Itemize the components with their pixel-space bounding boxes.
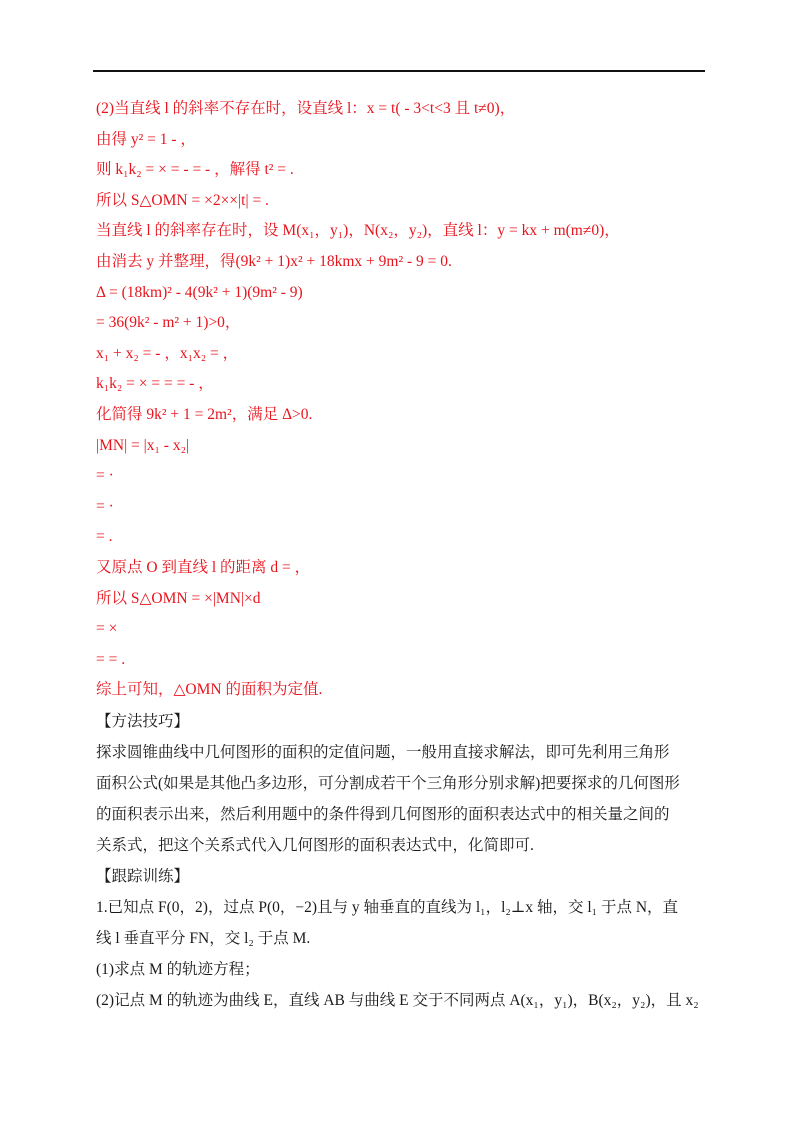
method-line: 面积公式(如果是其他凸多边形，可分割成若干个三角形分别求解)把要探求的几何图形: [96, 774, 680, 792]
solution-line: = .: [96, 528, 113, 546]
solution-line: x₁ + x₂ = - ，x₁x₂ = ，: [96, 344, 239, 362]
solution-block: [96, 94, 708, 706]
solution-line: 当直线 l 的斜率存在时，设 M(x₁，y₁)，N(x₂，y₂)，直线 l：y = kx + m(m≠0)，: [96, 222, 620, 240]
solution-line: = ×: [96, 620, 118, 638]
method-section: [96, 706, 708, 861]
solution-line: 所以 S△OMN = ×2××|t| = .: [96, 191, 269, 209]
practice-line: 线 l 垂直平分 FN，交 l₂ 于点 M.: [96, 929, 311, 947]
practice-line: (1)求点 M 的轨迹方程；: [96, 960, 260, 978]
practice-section: [96, 861, 708, 1016]
solution-line: |MN| = |x₁ - x₂|: [96, 436, 190, 454]
solution-conclusion: 综上可知，△OMN 的面积为定值.: [96, 681, 323, 699]
method-heading: 【方法技巧】: [96, 712, 190, 730]
solution-line: 由得 y² = 1 - ，: [96, 130, 196, 148]
solution-line: Δ = (18km)² - 4(9k² + 1)(9m² - 9): [96, 283, 303, 301]
solution-line: = = .: [96, 650, 126, 668]
practice-line: (2)记点 M 的轨迹为曲线 E，直线 AB 与曲线 E 交于不同两点 A(x₁，y₁)，B(x₂，y₂)，且 x₂: [96, 991, 699, 1009]
solution-line: k₁k₂ = × = = = - ，: [96, 375, 214, 393]
solution-line: 又原点 O 到直线 l 的距离 d = ，: [96, 558, 311, 576]
solution-line: 则 k₁k₂ = × = - = - ，解得 t² = .: [96, 161, 294, 179]
solution-line: 所以 S△OMN = ×|MN|×d: [96, 589, 261, 607]
method-line: 的面积表示出来，然后利用题中的条件得到几何图形的面积表达式中的相关量之间的: [96, 805, 670, 823]
solution-line: (2)当直线 l 的斜率不存在时，设直线 l：x = t( - 3<t<3 且 t≠0)，: [96, 100, 516, 117]
page-content: [96, 94, 708, 1016]
solution-line: = ·: [96, 497, 114, 515]
header-rule: [93, 70, 705, 72]
solution-line: = ·: [96, 467, 114, 485]
method-line: 探求圆锥曲线中几何图形的面积的定值问题，一般用直接求解法，即可先利用三角形: [96, 743, 670, 761]
solution-line: 由消去 y 并整理，得(9k² + 1)x² + 18kmx + 9m² - 9 = 0.: [96, 252, 452, 270]
solution-line: 化简得 9k² + 1 = 2m²，满足 Δ>0.: [96, 405, 313, 423]
practice-heading: 【跟踪训练】: [96, 867, 190, 885]
method-line: 关系式，把这个关系式代入几何图形的面积表达式中，化简即可.: [96, 836, 534, 854]
solution-line: = 36(9k² - m² + 1)>0，: [96, 314, 241, 332]
practice-line: 1.已知点 F(0，2)，过点 P(0，−2)且与 y 轴垂直的直线为 l₁，l₂⊥x 轴，交 l₁ 于点 N，直: [96, 898, 679, 916]
